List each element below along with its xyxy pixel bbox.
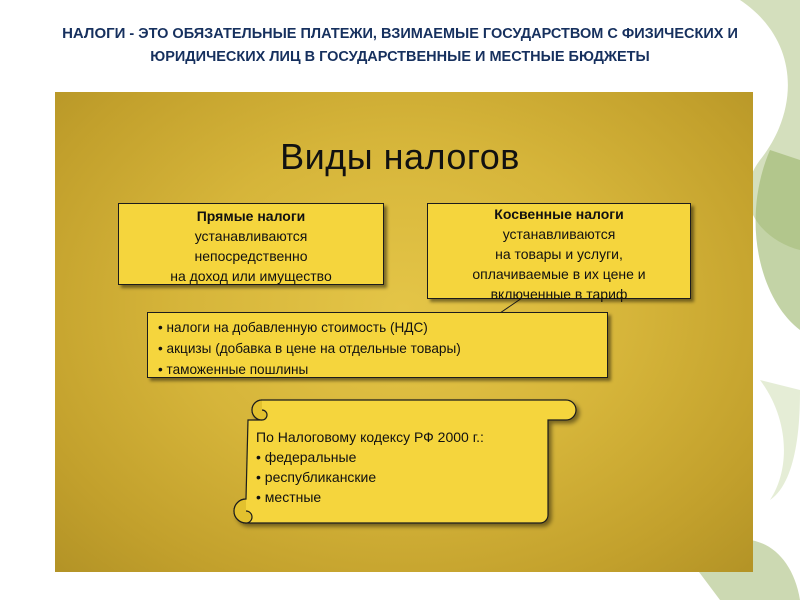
diagram-title: Виды налогов (280, 136, 520, 177)
header-definition: - ЭТО ОБЯЗАТЕЛЬНЫЕ ПЛАТЕЖИ, ВЗИМАЕМЫЕ ГОСУДАРСТВОМ С ФИЗИЧЕСКИХ И ЮРИДИЧЕСКИХ ЛИЦ В ГОСУДАРСТВЕННЫЕ И МЕСТНЫЕ БЮДЖЕТЫ (125, 26, 738, 65)
direct-taxes-line: на доход или имущество (170, 268, 332, 284)
indirect-taxes-heading: Косвенные налоги (494, 206, 624, 222)
direct-taxes-line: устанавливаются (194, 228, 308, 244)
indirect-example-item: • таможенные пошлины (158, 362, 309, 377)
tax-code-item: • республиканские (256, 469, 377, 485)
tax-code-box (256, 427, 536, 507)
header-key-term: НАЛОГИ (62, 25, 126, 42)
indirect-taxes-line: оплачиваемые в их цене и (472, 266, 646, 282)
indirect-taxes-line: на товары и услуги, (495, 246, 623, 262)
tax-code-item: • местные (256, 489, 322, 505)
direct-taxes-heading: Прямые налоги (196, 208, 306, 224)
indirect-example-item: • налоги на добавленную стоимость (НДС) (158, 320, 428, 335)
indirect-taxes-line: устанавливаются (502, 226, 616, 242)
indirect-taxes-line: включенные в тариф (490, 286, 628, 302)
tax-code-heading: По Налоговому кодексу РФ 2000 г.: (256, 429, 484, 445)
indirect-example-item: • акцизы (добавка в цене на отдельные товары) (158, 341, 461, 356)
tax-code-item: • федеральные (256, 449, 357, 465)
direct-taxes-line: непосредственно (194, 248, 308, 264)
